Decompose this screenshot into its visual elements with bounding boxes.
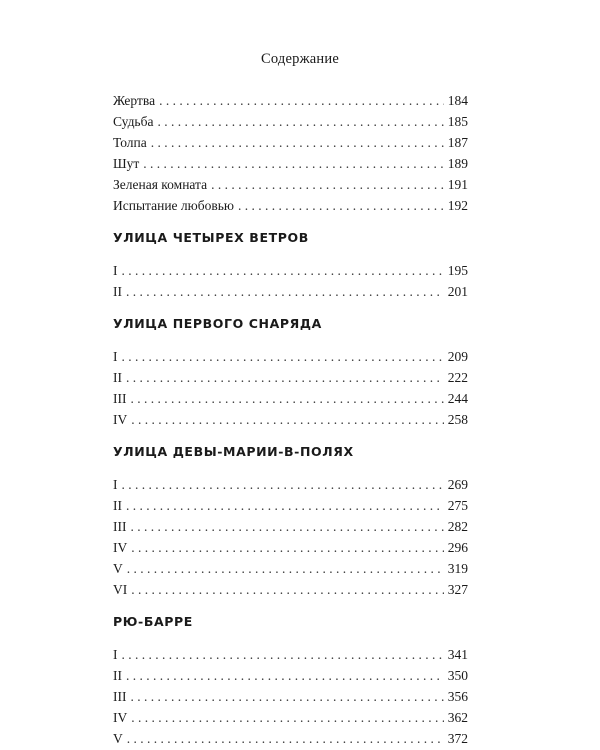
toc-entry-label: III [113, 689, 127, 704]
toc-entry [113, 728, 468, 749]
table-of-contents [113, 90, 468, 749]
section-heading: УЛИЦА ДЕВЫ-МАРИИ-В-ПОЛЯХ [113, 444, 354, 459]
leader-dots [122, 260, 444, 281]
toc-entry [113, 111, 468, 132]
toc-entry-label: IV [113, 540, 128, 555]
toc-entry-label: II [113, 498, 122, 513]
leader-dots [143, 153, 443, 174]
leader-dots [127, 728, 444, 749]
toc-entry-page: 187 [447, 135, 468, 150]
toc-entry-label: Испытание любовью [113, 198, 234, 213]
toc-entry-label: VI [113, 582, 128, 597]
toc-entry-page: 209 [447, 349, 468, 364]
toc-entry [113, 346, 468, 367]
toc-entry [113, 90, 468, 111]
leader-dots [157, 111, 443, 132]
toc-entry [113, 132, 468, 153]
leader-dots [131, 579, 444, 600]
toc-entry [113, 686, 468, 707]
leader-dots [126, 367, 444, 388]
toc-entry-page: 189 [447, 156, 468, 171]
leader-dots [126, 665, 444, 686]
toc-entry [113, 388, 468, 409]
toc-entry-page: 362 [447, 710, 468, 725]
section-heading: РЮ-БАРРЕ [113, 614, 193, 629]
section-heading: УЛИЦА ПЕРВОГО СНАРЯДА [113, 316, 322, 331]
leader-dots [151, 132, 444, 153]
toc-entry [113, 174, 468, 195]
leader-dots [126, 495, 444, 516]
toc-entry-page: 222 [447, 370, 468, 385]
toc-entry-label: I [113, 477, 118, 492]
toc-entry [113, 474, 468, 495]
toc-entry-label: Жертва [113, 93, 156, 108]
leader-dots [238, 195, 444, 216]
toc-entry [113, 495, 468, 516]
toc-entry-label: Толпа [113, 135, 147, 150]
leader-dots [211, 174, 444, 195]
toc-entry-page: 185 [447, 114, 468, 129]
toc-entry-label: II [113, 370, 122, 385]
toc-entry-label: V [113, 731, 123, 746]
toc-entry [113, 195, 468, 216]
toc-entry-page: 195 [447, 263, 468, 278]
toc-entry-page: 184 [447, 93, 468, 108]
toc-entry-label: Зеленая комната [113, 177, 208, 192]
toc-entry-label: I [113, 349, 118, 364]
leader-dots [131, 516, 444, 537]
leader-dots [127, 558, 444, 579]
toc-entry [113, 665, 468, 686]
toc-entry-page: 244 [447, 391, 468, 406]
toc-entry-label: II [113, 668, 122, 683]
toc-entry [113, 707, 468, 728]
toc-entry-page: 275 [447, 498, 468, 513]
leader-dots [126, 281, 444, 302]
toc-entry-page: 356 [447, 689, 468, 704]
toc-entry-page: 319 [447, 561, 468, 576]
toc-entry-label: V [113, 561, 123, 576]
page-title: Содержание [261, 51, 339, 67]
toc-entry-page: 296 [447, 540, 468, 555]
toc-entry-label: I [113, 263, 118, 278]
leader-dots [122, 644, 444, 665]
leader-dots [131, 686, 444, 707]
toc-entry-page: 327 [447, 582, 468, 597]
toc-entry-label: Шут [113, 156, 140, 171]
toc-entry [113, 281, 468, 302]
toc-entry-label: I [113, 647, 118, 662]
toc-entry [113, 537, 468, 558]
toc-entry [113, 516, 468, 537]
toc-entry-page: 201 [447, 284, 468, 299]
leader-dots [122, 474, 444, 495]
toc-entry-label: IV [113, 710, 128, 725]
toc-entry-label: III [113, 519, 127, 534]
leader-dots [122, 346, 444, 367]
toc-entry-page: 192 [447, 198, 468, 213]
toc-entry [113, 409, 468, 430]
toc-entry-page: 269 [447, 477, 468, 492]
toc-entry-label: Судьба [113, 114, 154, 129]
leader-dots [131, 537, 444, 558]
leader-dots [131, 388, 444, 409]
toc-entry-page: 191 [447, 177, 468, 192]
toc-entry [113, 644, 468, 665]
section-heading: УЛИЦА ЧЕТЫРЕХ ВЕТРОВ [113, 230, 309, 245]
toc-entry-label: II [113, 284, 122, 299]
toc-entry-page: 350 [447, 668, 468, 683]
toc-entry-label: IV [113, 412, 128, 427]
toc-entry-page: 341 [447, 647, 468, 662]
toc-entry [113, 260, 468, 281]
leader-dots [131, 409, 444, 430]
leader-dots [159, 90, 444, 111]
toc-entry-page: 258 [447, 412, 468, 427]
toc-entry-label: III [113, 391, 127, 406]
toc-entry [113, 558, 468, 579]
leader-dots [131, 707, 444, 728]
toc-entry [113, 579, 468, 600]
toc-entry-page: 372 [447, 731, 468, 746]
toc-entry [113, 153, 468, 174]
toc-entry [113, 367, 468, 388]
toc-entry-page: 282 [447, 519, 468, 534]
